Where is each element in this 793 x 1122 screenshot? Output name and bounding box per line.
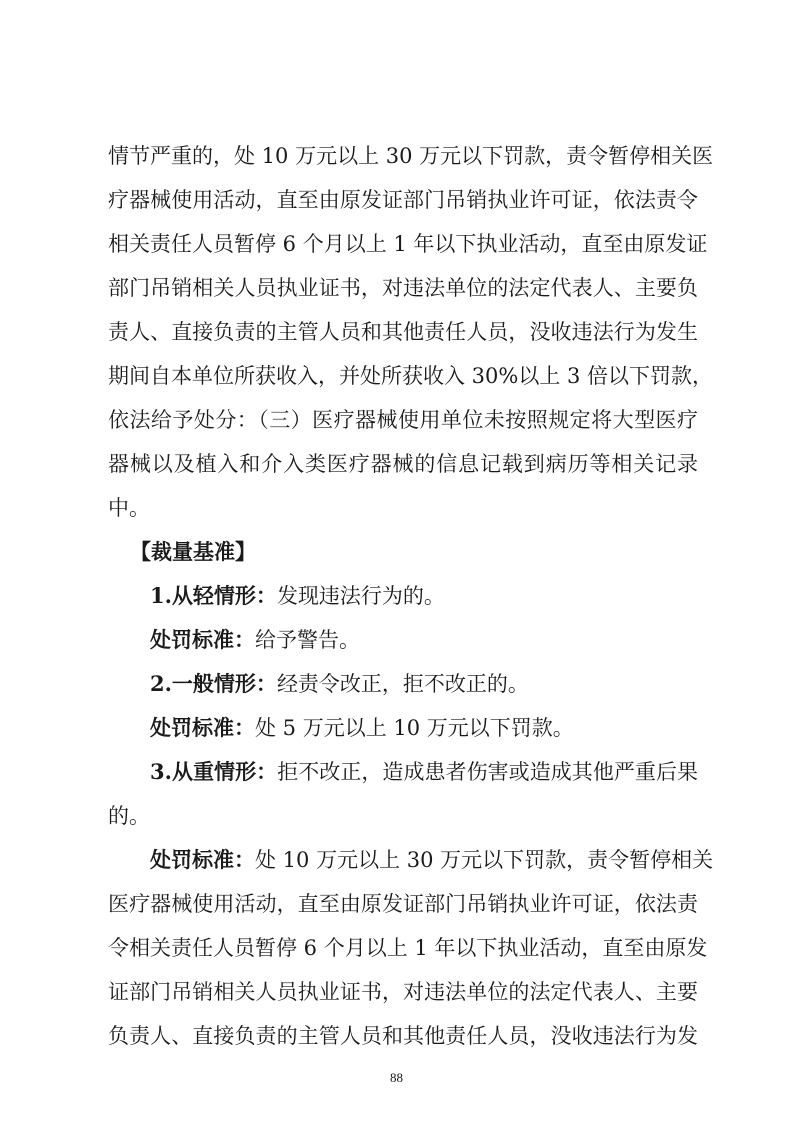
body-text-line: 的。 bbox=[108, 804, 150, 828]
body-text-line: 情节严重的，处 10 万元以上 30 万元以下罚款，责令暂停相关医 bbox=[108, 144, 714, 168]
body-text-line: 证部门吊销相关人员执业证书，对违法单位的法定代表人、主要 bbox=[108, 980, 698, 1004]
body-text-line: 令相关责任人员暂停 6 个月以上 1 年以下执业活动，直至由原发 bbox=[108, 936, 708, 960]
body-text-line: 责人、直接负责的主管人员和其他责任人员，没收违法行为发生 bbox=[108, 320, 698, 344]
penalty-label: 处罚标准： bbox=[150, 715, 255, 740]
criteria-general-text: 经责令改正，拒不改正的。 bbox=[276, 672, 529, 696]
criteria-severe-text: 拒不改正，造成患者伤害或造成其他严重后果 bbox=[277, 760, 698, 784]
criteria-severe-penalty bbox=[150, 842, 714, 878]
criteria-light bbox=[150, 578, 698, 614]
body-text-line: 期间自本单位所获收入，并处所获收入 30%以上 3 倍以下罚款， bbox=[108, 364, 714, 388]
body-text-line: 负责人、直接负责的主管人员和其他责任人员，没收违法行为发 bbox=[108, 1024, 698, 1048]
criteria-general-penalty bbox=[150, 710, 698, 746]
penalty-label: 处罚标准： bbox=[150, 627, 255, 652]
criteria-general bbox=[150, 666, 698, 702]
criteria-light-label: 1.从轻情形： bbox=[150, 583, 277, 608]
criteria-severe-label: 3.从重情形： bbox=[150, 759, 278, 784]
body-text-line: 疗器械使用活动，直至由原发证部门吊销执业许可证，依法责令 bbox=[108, 188, 698, 212]
penalty-text: 给予警告。 bbox=[255, 628, 360, 652]
criteria-light-penalty bbox=[150, 622, 698, 658]
criteria-severe bbox=[150, 754, 698, 790]
section-title: 【裁量基准】 bbox=[130, 539, 256, 564]
penalty-label: 处罚标准： bbox=[150, 847, 255, 872]
criteria-general-label: 2.一般情形： bbox=[150, 671, 277, 696]
penalty-text: 处 5 万元以上 10 万元以下罚款。 bbox=[255, 716, 574, 740]
body-text-line: 部门吊销相关人员执业证书，对违法单位的法定代表人、主要负 bbox=[108, 276, 698, 300]
body-text-line: 相关责任人员暂停 6 个月以上 1 年以下执业活动，直至由原发证 bbox=[108, 232, 708, 256]
criteria-light-text: 发现违法行为的。 bbox=[276, 584, 445, 608]
penalty-text: 处 10 万元以上 30 万元以下罚款，责令暂停相关 bbox=[255, 848, 714, 872]
body-text-line: 医疗器械使用活动，直至由原发证部门吊销执业许可证，依法责 bbox=[108, 892, 698, 916]
body-text-line: 中。 bbox=[108, 496, 150, 520]
body-text-line: 依法给予处分：（三）医疗器械使用单位未按照规定将大型医疗 bbox=[108, 408, 698, 432]
body-text-line: 器械以及植入和介入类医疗器械的信息记载到病历等相关记录 bbox=[108, 452, 698, 476]
page-number: 88 bbox=[390, 1070, 403, 1085]
